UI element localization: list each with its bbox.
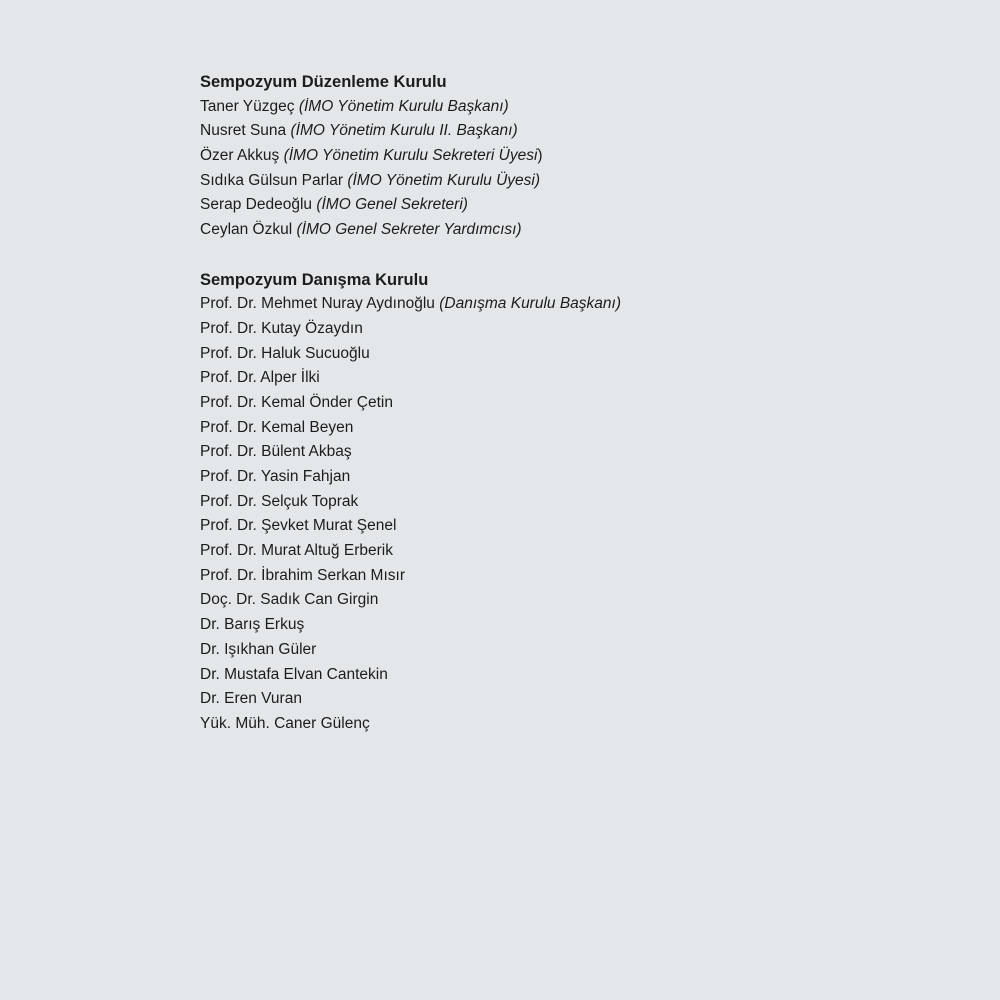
organizing-committee-list — [200, 95, 960, 243]
organizing-member — [200, 144, 960, 169]
member-role-tail: ) — [537, 147, 543, 165]
advisory-member — [200, 687, 960, 712]
member-name: Yük. Müh. Caner Gülenç — [200, 714, 370, 732]
advisory-member — [200, 342, 960, 367]
member-name: Prof. Dr. Mehmet Nuray Aydınoğlu — [200, 295, 435, 313]
member-name: Prof. Dr. Haluk Sucuoğlu — [200, 344, 370, 362]
member-role: (İMO Yönetim Kurulu Üyesi) — [347, 171, 540, 189]
member-name: Prof. Dr. Yasin Fahjan — [200, 468, 351, 485]
organizing-member — [200, 218, 960, 243]
advisory-member — [200, 663, 960, 688]
member-name: Ceylan Özkul — [200, 221, 293, 239]
committee-page — [200, 70, 960, 737]
member-name: Prof. Dr. Selçuk Toprak — [200, 492, 359, 510]
advisory-member — [200, 613, 960, 638]
advisory-member — [200, 638, 960, 663]
advisory-member — [200, 564, 960, 589]
advisory-member — [200, 292, 960, 317]
member-name: Taner Yüzgeç — [200, 97, 295, 115]
organizing-member — [200, 169, 960, 194]
member-name: Prof. Dr. Murat Altuğ Erberik — [200, 542, 393, 560]
member-role: (İMO Genel Sekreteri) — [316, 196, 468, 214]
member-role: (İMO Yönetim Kurulu II. Başkanı) — [290, 122, 518, 140]
member-name: Prof. Dr. Şevket Murat Şenel — [200, 517, 397, 535]
member-name: Nusret Suna — [200, 122, 287, 140]
advisory-member — [200, 416, 960, 441]
member-name: Dr. Barış Erkuş — [200, 616, 305, 634]
advisory-member — [200, 317, 960, 342]
member-name: Dr. Işıkhan Güler — [200, 640, 317, 658]
member-role: (İMO Yönetim Kurulu Başkanı) — [298, 97, 509, 115]
advisory-member — [200, 490, 960, 515]
advisory-member — [200, 440, 960, 465]
member-name: Prof. Dr. Alper İlki — [200, 369, 320, 387]
organizing-member — [200, 119, 960, 144]
member-name: Doç. Dr. Sadık Can Girgin — [200, 591, 379, 609]
member-name: Özer Akkuş — [200, 147, 280, 165]
advisory-member — [200, 539, 960, 564]
member-role: (İMO Yönetim Kurulu Sekreteri Üyesi — [283, 147, 538, 165]
advisory-member — [200, 712, 960, 737]
advisory-member — [200, 588, 960, 613]
advisory-member — [200, 366, 960, 391]
section-spacer — [200, 243, 960, 268]
organizing-member — [200, 95, 960, 120]
advisory-committee-title: Sempozyum Danışma Kurulu — [200, 270, 429, 289]
member-name: Prof. Dr. Kemal Önder Çetin — [200, 393, 393, 411]
member-name: Prof. Dr. Bülent Akbaş — [200, 443, 352, 461]
advisory-committee-list — [200, 292, 960, 736]
member-name: Serap Dedeoğlu — [200, 196, 313, 214]
advisory-member — [200, 514, 960, 539]
member-name: Prof. Dr. Kutay Özaydın — [200, 319, 363, 337]
member-role: (Danışma Kurulu Başkanı) — [439, 295, 622, 313]
member-name: Dr. Eren Vuran — [200, 690, 302, 708]
member-role: (İMO Genel Sekreter Yardımcısı) — [296, 221, 522, 239]
organizing-committee-title: Sempozyum Düzenleme Kurulu — [200, 73, 447, 91]
member-name: Prof. Dr. Kemal Beyen — [200, 418, 354, 436]
advisory-member — [200, 391, 960, 416]
member-name: Sıdıka Gülsun Parlar — [200, 171, 344, 189]
member-name: Dr. Mustafa Elvan Cantekin — [200, 665, 388, 683]
member-name: Prof. Dr. İbrahim Serkan Mısır — [200, 566, 405, 584]
organizing-member — [200, 193, 960, 218]
advisory-member — [200, 465, 960, 490]
